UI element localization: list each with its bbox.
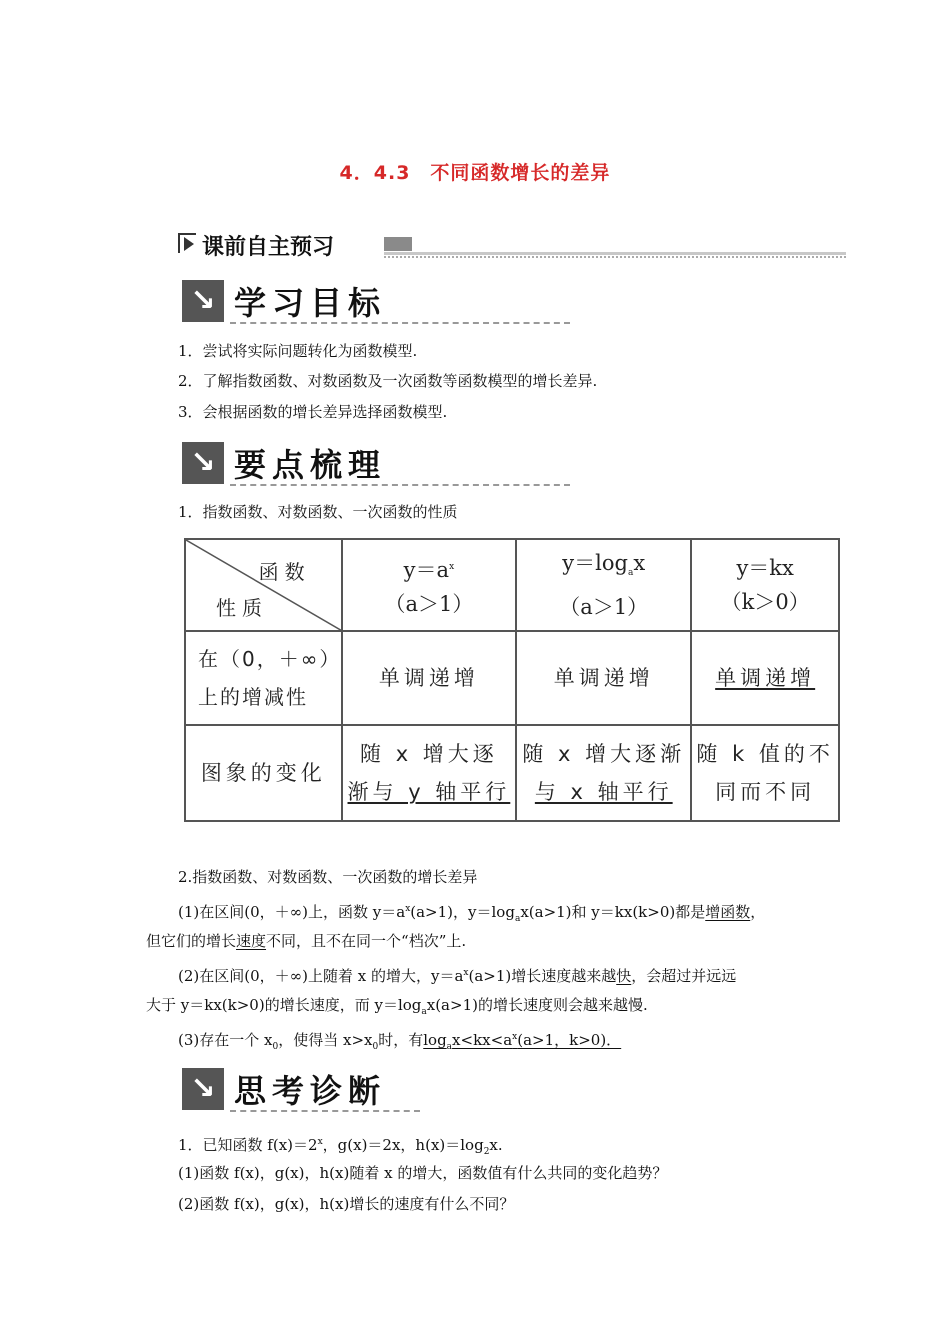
properties-table [184,538,840,822]
table-cell: 随 x 增大逐 渐与 y 轴平行 [342,725,517,821]
thinking-question-1-part-1: (1)函数 f(x)，g(x)，h(x)随着 x 的增大，函数值有什么共同的变化趋势？ [178,1164,668,1182]
banner-label: 课前自主预习 [202,235,335,260]
table-cell: 单调递增 [342,631,517,725]
row-label-graph-change: 图象的变化 [185,725,342,821]
growth-heading: 2.指数函数、对数函数、一次函数的增长差异 [178,868,478,886]
table-diagonal-header [185,539,342,631]
section-underline [230,484,570,486]
section-points-label: 要点梳理 [234,446,387,484]
thinking-question-1: 1．已知函数 $f(x)=2^x$，g(x)＝2x，$h(x)=\log_2x$. [178,1136,503,1157]
growth-paragraph-1-cont: 但它们的增长速度不同，且不在同一个“档次”上. [146,932,467,950]
table-cell: 单调递增 [691,631,839,725]
play-arrow-icon [184,237,194,251]
section-goals-label: 学习目标 [234,284,387,322]
header-function-label: 函数 [258,560,311,584]
section-banner [178,228,846,260]
section-thinking-label: 思考诊断 [234,1072,387,1110]
goal-item: 1．尝试将实际问题转化为函数模型. [178,342,418,360]
banner-rule [384,252,846,255]
goal-item: 2．了解指数函数、对数函数及一次函数等函数模型的增长差异. [178,372,598,390]
growth-paragraph-2-cont: 大于 y＝kx(k>0)的增长速度，而 $y=\log_ax(a>1)$的增长速度则会越来越慢. [146,996,648,1017]
table-header-row [185,539,839,631]
banner-dotted-rule [384,256,846,258]
table-cell: 随 x 增大逐渐 与 x 轴平行 [516,725,691,821]
section-underline [230,1110,420,1112]
table-cell: 随 k 值的不 同而不同 [691,725,839,821]
header-property-label: 性质 [216,596,268,620]
table-header-logarithmic: $y=\log_ax$ （a＞1） [516,539,691,631]
arrow-icon: ↘ [182,442,224,484]
points-intro: 1．指数函数、对数函数、一次函数的性质 [178,503,458,521]
table-row [185,631,839,725]
arrow-icon: ↘ [182,280,224,322]
table-row [185,725,839,821]
goal-item: 3．会根据函数的增长差异选择函数模型. [178,403,448,421]
row-label-monotonicity: 在（0，＋∞） 上的增减性 [185,631,342,725]
growth-paragraph-1: (1)在区间(0，＋∞)上，函数 $y=a^x(a>1)$，$y=\log_ax(a>1)$和 y＝kx(k>0)都是增函数， [178,903,766,924]
growth-paragraph-3: (3)存在一个 $x_0$，使得当 $x>x_0$时，有$\log_ax<kx<a^x(a>1$，k>0)． [178,1031,622,1052]
section-underline [230,322,570,324]
table-header-linear: y＝kx （k＞0） [691,539,839,631]
growth-paragraph-2: (2)在区间(0，＋∞)上随着 x 的增大，$y=a^x(a>1)$增长速度越来越快，会超过并远远 [178,967,737,985]
table-cell: 单调递增 [516,631,691,725]
banner-block [384,237,412,251]
table-header-exponential: $y=a^x$ （a＞1） [342,539,517,631]
arrow-icon: ↘ [182,1068,224,1110]
thinking-question-1-part-2: (2)函数 f(x)，g(x)，h(x)增长的速度有什么不同？ [178,1195,515,1213]
page-title: 4．4.3 不同函数增长的差异 [339,162,611,184]
